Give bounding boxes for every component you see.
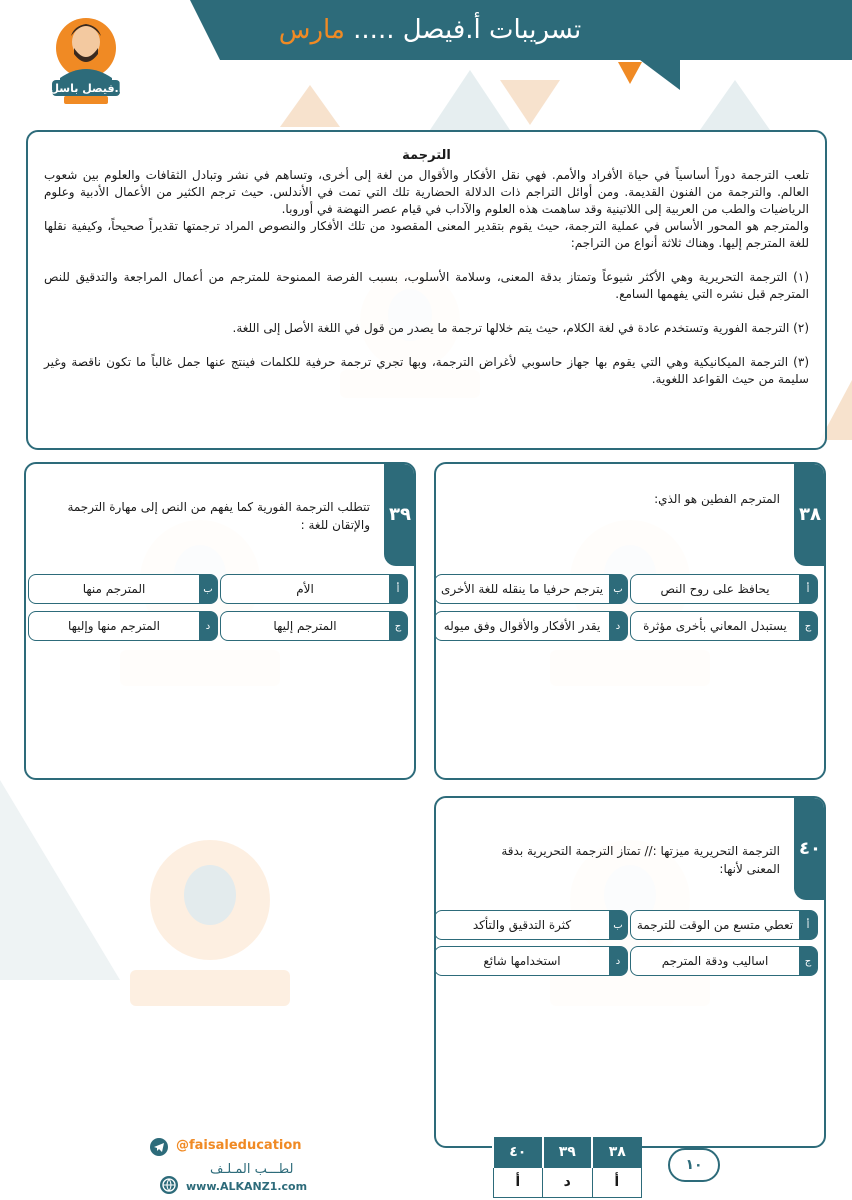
telegram-icon[interactable] [150,1138,168,1156]
watermark-logo-icon [100,830,320,1030]
question-card-38 [434,462,826,780]
website-link[interactable]: www.ALKANZ1.com [186,1180,308,1193]
decor-triangle [500,80,560,125]
option-text: يحافظ على روح النص [660,582,770,596]
svg-text:أ.فيصل باسل: أ.فيصل باسل [49,82,123,95]
decor-triangle [280,85,340,127]
option-text: اساليب ودقة المترجم [661,954,769,968]
answer-option[interactable] [630,910,818,940]
answer-option[interactable] [28,611,218,641]
option-text: استخدامها شائع [483,954,561,968]
passage-paragraph: (٣) الترجمة الميكانيكية وهي التي يقوم بها جهاز حاسوبي لأغراض الترجمة، وبها تجري ترجمة حرفية للكلمات فينتج عنها جمل غالباً ما تكون ناقصة وغير سليمة من حيث القواعد اللغوية. [44,355,809,386]
option-letter: ب [609,911,627,939]
reading-passage [26,130,827,450]
option-text: كثرة التدقيق والتأكد [472,918,572,932]
option-text: المترجم منها وإليها [67,619,161,633]
option-letter: ج [799,612,817,640]
question-text: تتطلب الترجمة الفورية كما يفهم من النص إلى مهارة الترجمة والإتقان للغة : [67,500,370,532]
answer-key-value: أ [592,1167,641,1197]
option-letter: ج [799,947,817,975]
answer-option[interactable] [434,611,628,641]
option-text: المترجم إليها [273,619,337,633]
question-card-40 [434,796,826,1148]
option-letter: أ [799,911,817,939]
option-letter: ب [609,575,627,603]
answer-key-value: أ [493,1167,543,1197]
answer-option[interactable] [630,611,818,641]
answer-option[interactable] [220,611,408,641]
decor-triangle [430,70,510,130]
answer-option[interactable] [220,574,408,604]
passage-title: الترجمة [402,148,451,163]
passage-paragraph: والمترجم هو المحور الأساس في عملية الترجمة، حيث يقوم بتقدير المعنى المقصود من تلك الأفكار والنصوص المراد ترجمتها تقديراً صحيحاً، وكيفية نقلها للغة المترجم إليها. وهناك ثلاثة أنواع من التراجم: [44,219,809,250]
answer-option[interactable] [434,946,628,976]
option-letter: ب [199,575,217,603]
decor-triangle [700,80,770,130]
option-letter: أ [389,575,407,603]
question-number: ٣٨ [794,462,826,566]
header-decor [640,60,680,90]
question-text: المترجم الفطين هو الذي: [654,492,780,506]
page-title [250,10,610,50]
logo-avatar-icon [38,8,134,104]
option-text: يستبدل المعاني بأخرى مؤثرة [643,619,787,633]
globe-icon [160,1176,178,1194]
option-text: المترجم منها [82,582,146,596]
page-number: ١٠ [668,1148,720,1182]
answer-key-header: ٣٩ [543,1137,593,1167]
header-decor-orange [618,62,642,84]
option-letter: ج [389,612,407,640]
answer-option[interactable] [434,574,628,604]
answer-option[interactable] [630,574,818,604]
passage-paragraph: تلعب الترجمة دوراً أساسياً في حياة الأفراد والأمم. فهي نقل الأفكار والأقوال من لغة إلى أخرى، وتساهم في نشر وتبادل الثقافات والعلوم بين شعوب العالم. والترجمة من الفنون القديمة. ومن أوائل التراجم ذات الدلالة الحضارية تلك التي تمت في الأندلس. حيث ترجم الكثير من الأعمال الأدبية وعلوم الرياضيات والطب من العربية إلى اللاتينية وقد ساهمت هذه العلوم والآداب في قيام عصر النهضة في أوروبا. [44,168,809,216]
option-letter: د [199,612,217,640]
answer-key-value: د [543,1167,593,1197]
file-request-label: لطـــب المـلـف [210,1162,294,1177]
answer-option[interactable] [434,910,628,940]
passage-paragraph: (٢) الترجمة الفورية وتستخدم عادة في لغة الكلام، حيث يتم خلالها ترجمة ما يصدر من قول في اللغة الأصل إلى اللغة. [232,321,809,335]
option-text: يقدر الأفكار والأقوال وفق ميوله [443,619,601,633]
option-letter: أ [799,575,817,603]
option-text: الأم [296,582,314,596]
option-text: تعطي متسع من الوقت للترجمة [636,918,794,932]
answer-key-header: ٣٨ [592,1137,641,1167]
logo [38,8,134,104]
passage-paragraph: (١) الترجمة التحريرية وهي الأكثر شيوعاً وتمتاز بدقة المعنى، وسلامة الأسلوب، بسبب الفرصة الممنوحة للمترجم من أعمال المراجعة والتدقيق للنص المترجم قبل نشره التي يفهمها السامع. [44,270,809,301]
answer-key-table [492,1137,642,1198]
option-text: يترجم حرفيا ما ينقله للغة الأخرى [440,582,604,596]
social-handle[interactable]: @faisaleducation [176,1138,302,1153]
answer-key-header: ٤٠ [493,1137,543,1167]
question-number: ٤٠ [794,796,826,900]
answer-option[interactable] [28,574,218,604]
question-text: الترجمة التحريرية ميزتها :// تمتاز الترجمة التحريرية بدقة المعنى لأنها: [501,844,780,876]
title-month: مارس [278,15,345,45]
title-text: تسريبات أ.فيصل ..... [353,15,582,45]
option-letter: د [609,947,627,975]
question-number: ٣٩ [384,462,416,566]
question-card-39 [24,462,416,780]
option-letter: د [609,612,627,640]
answer-option[interactable] [630,946,818,976]
